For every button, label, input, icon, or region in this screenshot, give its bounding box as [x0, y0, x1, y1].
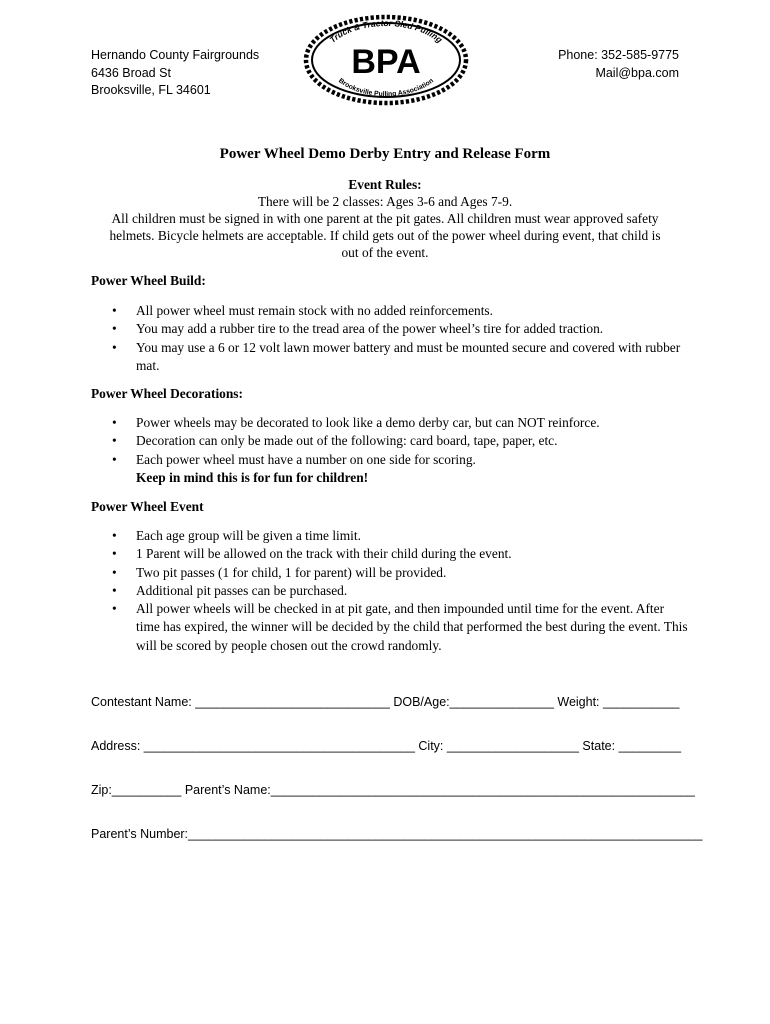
decorations-note: Keep in mind this is for fun for children!	[136, 469, 369, 485]
list-item: • You may add a rubber tire to the tread area of the power wheel’s tire for added traction.	[108, 320, 688, 338]
list-item: • Two pit passes (1 for child, 1 for parent) will be provided.	[108, 564, 688, 582]
contact-info	[558, 47, 679, 82]
event-rules-line: There will be 2 classes: Ages 3-6 and Ages 7-9.	[257, 194, 513, 209]
address-city-state-fields[interactable]: Address: _______________________________________ City: ___________________ State: _________	[91, 739, 682, 753]
logo-top-arc: Truck & Tractor Sled Pulling	[327, 18, 445, 45]
event-rules-line: helmets. Bicycle helmets are acceptable. If child gets out of the power wheel during event, that child is	[109, 228, 661, 243]
bpa-logo	[303, 14, 469, 106]
event-rules-heading: Event Rules:	[348, 177, 422, 192]
decorations-heading: Power Wheel Decorations:	[91, 386, 243, 401]
list-item: • You may use a 6 or 12 volt lawn mower battery and must be mounted secure and covered with rubber mat.	[108, 339, 688, 376]
build-heading: Power Wheel Build:	[91, 273, 206, 288]
list-item: • All power wheel must remain stock with no added reinforcements.	[108, 302, 688, 320]
list-item: • Each power wheel must have a number on one side for scoring.	[108, 451, 688, 469]
logo-bottom-arc: Brooksville Pulling Association	[337, 77, 435, 99]
list-item: • Each age group will be given a time limit.	[108, 527, 688, 545]
logo-main-text: BPA	[351, 43, 421, 81]
event-heading: Power Wheel Event	[91, 499, 204, 514]
parent-number-field[interactable]: Parent’s Number:__________________________________________________________________________	[91, 827, 703, 841]
list-item: • Decoration can only be made out of the following: card board, tape, paper, etc.	[108, 432, 688, 450]
email-address: Mail@bpa.com	[595, 65, 679, 80]
list-item: • Additional pit passes can be purchased.	[108, 582, 688, 600]
event-rules-line: All children must be signed in with one parent at the pit gates. All children must wear approved safety	[111, 211, 659, 226]
list-item: • Power wheels may be decorated to look like a demo derby car, but can NOT reinforce.	[108, 414, 688, 432]
form-title: Power Wheel Demo Derby Entry and Release Form	[219, 146, 551, 162]
build-list	[108, 302, 688, 375]
address-line-street: 6436 Broad St	[91, 65, 171, 80]
zip-parent-name-fields[interactable]: Zip:__________ Parent’s Name:_____________________________________________________________	[91, 783, 695, 797]
phone-number: Phone: 352-585-9775	[558, 48, 679, 62]
list-item: • All power wheels will be checked in at pit gate, and then impounded until time for the event. After time has expired, the winner will be decided by the child that performed the best during the event. This will be scored by people chosen out the crowd randomly.	[108, 600, 688, 655]
organizer-address	[91, 47, 259, 100]
contestant-dob-weight-fields[interactable]: Contestant Name: ____________________________ DOB/Age:_______________ Weight: ___________	[91, 695, 680, 709]
event-rules	[91, 176, 679, 261]
address-line-city: Brooksville, FL 34601	[91, 83, 211, 97]
list-item: • 1 Parent will be allowed on the track with their child during the event.	[108, 545, 688, 563]
event-list	[108, 527, 688, 655]
decorations-list	[108, 414, 688, 487]
address-line-venue: Hernando County Fairgrounds	[91, 48, 260, 62]
event-rules-line: out of the event.	[341, 245, 429, 260]
